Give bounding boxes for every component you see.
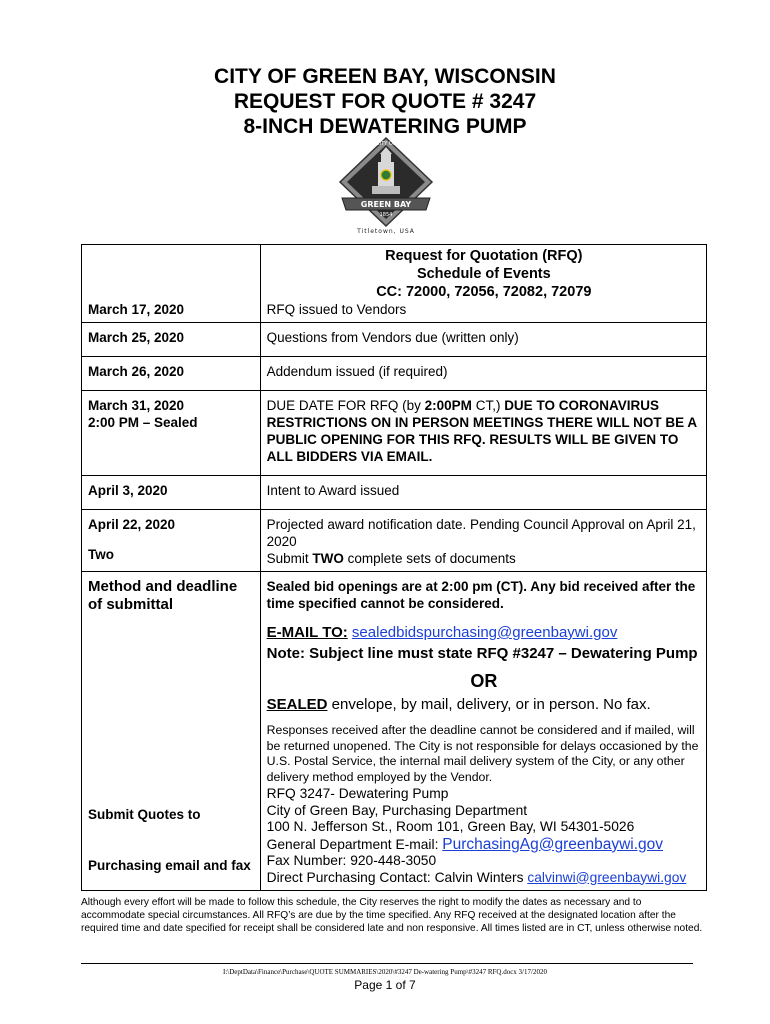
seal-top-text: CITY OF <box>376 141 396 147</box>
table-row <box>82 323 707 357</box>
event-cell: Addendum issued (if required) <box>260 357 706 391</box>
copies-label: Two <box>88 547 114 562</box>
contact-prefix: Direct Purchasing Contact: Calvin Winters <box>266 869 528 885</box>
purchasing-label: Purchasing email and fax <box>88 858 251 873</box>
method-label-cell <box>82 572 261 891</box>
copies-a: Submit <box>266 551 313 566</box>
award-date: April 22, 2020 <box>88 517 176 532</box>
email-to-label: E-MAIL TO: <box>266 624 348 641</box>
method-label: Method and deadline of submittal <box>88 578 238 613</box>
seal-tagline: Titletown, USA <box>357 228 415 235</box>
table-row <box>82 357 707 391</box>
fax-line: Fax Number: 920-448-3050 <box>266 853 437 868</box>
copies-b: complete sets of documents <box>343 551 516 566</box>
sealed-bid-notice: Sealed bid openings are at 2:00 pm (CT). Any bid received after the time specified cannot be considered. <box>266 579 696 611</box>
copies-bold: TWO <box>312 551 344 566</box>
purchasing-email-link[interactable]: PurchasingAg@greenbaywi.gov <box>442 835 664 853</box>
due-time-bold: 2:00PM <box>424 398 472 413</box>
coronavirus-notice: DUE TO CORONAVIRUS RESTRICTIONS ON IN PERSON MEETINGS THERE WILL NOT BE A PUBLIC OPENING FOR THIS RFQ. RESULTS WILL BE GIVEN TO ALL BIDDERS VIA EMAIL. <box>266 398 697 464</box>
address-line: RFQ 3247- Dewatering Pump <box>266 786 449 801</box>
event-text: RFQ issued to Vendors <box>266 302 407 317</box>
email-to-line <box>267 624 701 641</box>
sealed-line <box>267 696 701 713</box>
table-row <box>82 572 707 891</box>
contact-line <box>267 870 701 887</box>
event-cell: Questions from Vendors due (written only) <box>260 323 706 357</box>
schedule-table <box>81 244 707 891</box>
submit-address <box>267 786 701 836</box>
due-date: March 31, 2020 <box>88 398 185 413</box>
title-city: CITY OF GREEN BAY, WISCONSIN <box>214 65 556 88</box>
address-line: 100 N. Jefferson St., Room 101, Green Bay, WI 54301-5026 <box>266 819 635 834</box>
page-number: Page 1 of 7 <box>354 978 416 992</box>
method-cell <box>260 572 706 891</box>
schedule-header-cc: CC: 72000, 72056, 72082, 72079 <box>376 284 592 300</box>
event-cell <box>260 391 706 476</box>
title-rfq: REQUEST FOR QUOTE # 3247 <box>233 90 537 113</box>
seal-year: 1854 <box>379 212 393 218</box>
footer-file-path: I:\DeptData\Finance\Purchase\QUOTE SUMMARIES\2020\#3247 De-watering Pump\#3247 RFQ.docx 3/17/2020 <box>223 968 547 976</box>
date-cell <box>82 510 261 572</box>
date-text: March 17, 2020 <box>88 302 185 317</box>
dept-email-prefix: General Department E-mail: <box>266 836 443 852</box>
date-cell: April 3, 2020 <box>82 476 261 510</box>
event-cell <box>260 510 706 572</box>
purchasing-contact <box>267 837 701 887</box>
date-cell: March 25, 2020 <box>82 323 261 357</box>
due-text-a: DUE DATE FOR RFQ (by <box>266 398 425 413</box>
copies-text <box>267 550 701 567</box>
submit-label: Submit Quotes to <box>88 807 201 822</box>
event-cell <box>260 245 706 323</box>
award-text: Projected award notification date. Pending Council Approval on April 21, 2020 <box>266 517 696 549</box>
subject-note: Note: Subject line must state RFQ #3247 – Dewatering Pump <box>266 645 698 662</box>
seal-band-text: GREEN BAY <box>360 200 412 209</box>
schedule-header-title: Request for Quotation (RFQ) <box>385 248 583 264</box>
date-cell <box>82 245 261 323</box>
date-cell <box>82 391 261 476</box>
table-row <box>82 245 707 323</box>
title-item: 8-INCH DEWATERING PUMP <box>243 115 527 138</box>
contact-email-link[interactable]: calvinwi@greenbaywi.gov <box>527 869 687 885</box>
schedule-header-subtitle: Schedule of Events <box>416 266 551 282</box>
document-title <box>0 64 770 139</box>
table-row <box>82 391 707 476</box>
address-line: City of Green Bay, Purchasing Department <box>266 802 528 818</box>
sealed-bids-email-link[interactable]: sealedbidspurchasing@greenbaywi.gov <box>351 624 618 641</box>
dept-email-line <box>267 837 701 854</box>
due-time: 2:00 PM – Sealed <box>88 415 198 430</box>
footer-divider <box>81 963 693 964</box>
due-text-b: CT,) <box>471 398 505 413</box>
table-row <box>82 476 707 510</box>
date-cell: March 26, 2020 <box>82 357 261 391</box>
event-cell: Intent to Award issued <box>260 476 706 510</box>
sealed-text: envelope, by mail, delivery, or in person. No fax. <box>327 696 651 713</box>
table-row <box>82 510 707 572</box>
city-seal-logo <box>336 136 436 236</box>
or-divider: OR <box>470 671 498 691</box>
late-response-notice: Responses received after the deadline cannot be considered and if mailed, will be returned unopened. The City is not responsible for delays occasioned by the U.S. Postal Service, the internal mail delivery system of the City, or any other delivery method employed by the Vendor. <box>266 723 699 784</box>
schedule-disclaimer: Although every effort will be made to follow this schedule, the City reserves the right to modify the dates as necessary and to accommodate special circumstances. All RFQ’s are due by the time specified. Any RFQ received at the designated location after the required time and date specified for receipt shall be considered late and non responsive. All times listed are in CT, unless otherwise noted. <box>81 897 703 934</box>
sealed-label: SEALED <box>266 696 328 713</box>
